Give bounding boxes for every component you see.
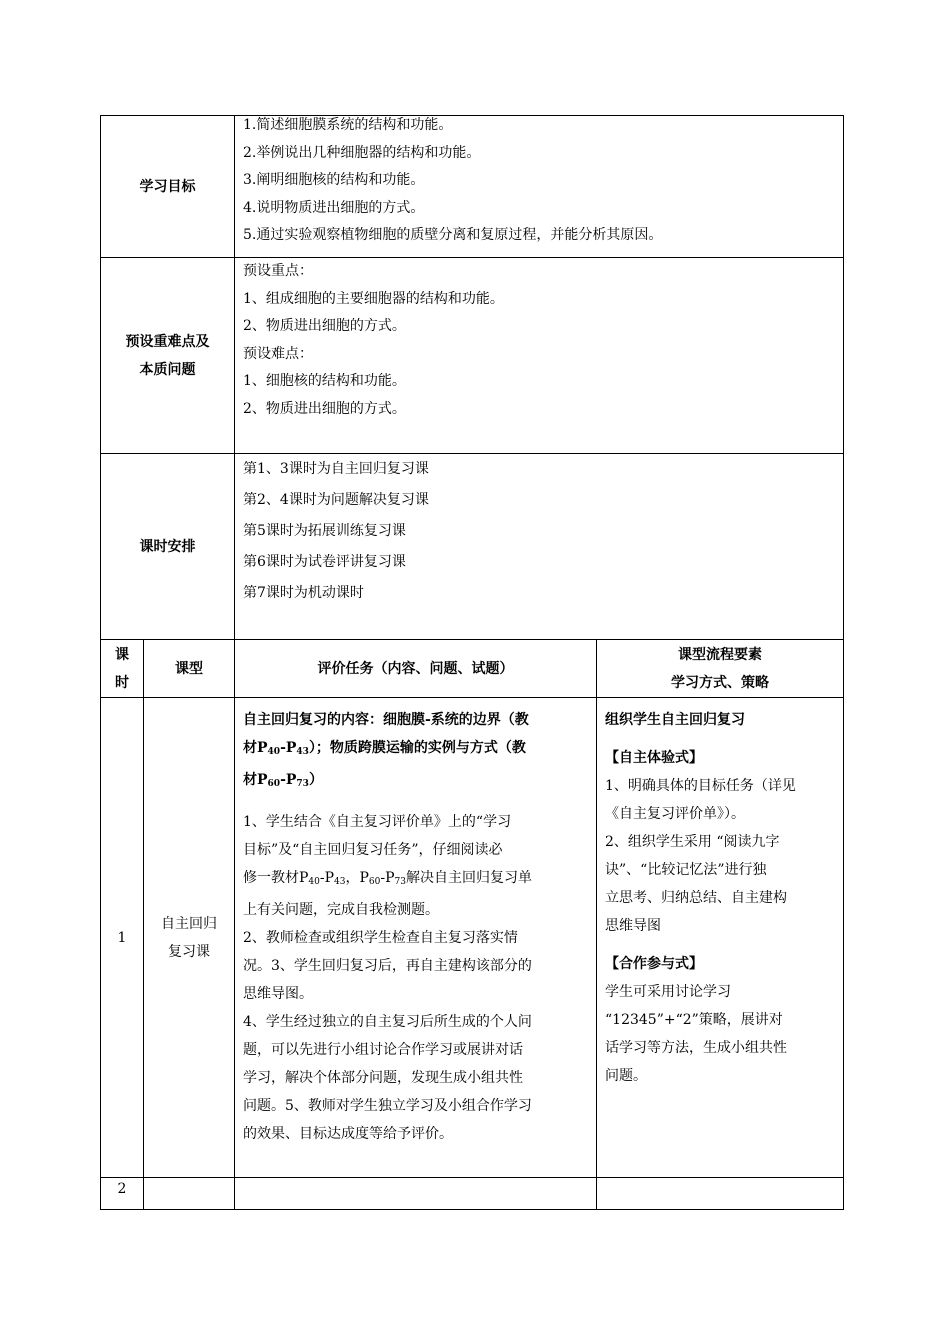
subscript: 43 — [296, 747, 309, 757]
difficulty-item: 1、细胞核的结构和功能。 — [243, 373, 406, 389]
objective-item: 5.通过实验观察植物细胞的质壁分离和复原过程，并能分析其原因。 — [243, 227, 663, 243]
subscript: 73 — [394, 877, 406, 887]
header-row — [101, 640, 844, 698]
schedule-label-text: 课时安排 — [139, 538, 196, 555]
strategy-line: 1、明确具体的目标任务（详见 — [605, 778, 796, 794]
header-strategy-line: 课型流程要素 — [678, 646, 762, 663]
task-line: 2、教师检查或组织学生检查自主复习落实情 — [243, 930, 518, 946]
strategy-line: 《自主复习评价单》）。 — [605, 806, 745, 822]
header-period — [101, 640, 144, 698]
spacer — [605, 940, 835, 950]
lesson-number — [101, 1178, 144, 1210]
t: -P — [280, 772, 297, 788]
lesson-type-line: 复习课 — [168, 943, 210, 960]
t: 材P — [243, 772, 268, 788]
lesson-row-2 — [101, 1178, 844, 1210]
t: -P — [280, 740, 297, 756]
task-line: 问题。5、教师对学生独立学习及小组合作学习 — [243, 1098, 532, 1114]
objective-item: 1.简述细胞膜系统的结构和功能。 — [243, 117, 453, 133]
header-strategy — [597, 640, 844, 698]
strategy-heading: 【自主体验式】 — [605, 750, 703, 766]
objectives-label — [101, 116, 235, 258]
header-period-line: 时 — [115, 674, 129, 691]
strategy-line: 思维导图 — [605, 918, 661, 934]
objectives-content — [235, 116, 844, 258]
subscript: 73 — [296, 779, 309, 789]
schedule-item: 第1、3课时为自主回归复习课 — [243, 461, 429, 477]
task-line: 况。3、学生回归复习后，再自主建构该部分的 — [243, 958, 532, 974]
header-task-text: 评价任务（内容、问题、试题） — [317, 660, 514, 677]
subscript: 60 — [368, 877, 381, 887]
schedule-label — [101, 454, 235, 640]
task-line: 的效果、目标达成度等给予评价。 — [243, 1126, 453, 1142]
strategy-cell — [597, 698, 844, 1178]
lesson-number — [101, 698, 144, 1178]
subscript: 40 — [308, 877, 320, 887]
schedule-item: 第2、4课时为问题解决复习课 — [243, 492, 429, 508]
task-line — [243, 864, 588, 896]
header-strategy-line: 学习方式、策略 — [671, 674, 769, 691]
strategy-line: 问题。 — [605, 1068, 647, 1084]
task-heading — [243, 706, 588, 798]
difficulty-label-line: 本质问题 — [139, 361, 196, 378]
evaluation-task — [235, 1178, 597, 1210]
strategy-title: 组织学生自主回归复习 — [605, 712, 745, 728]
t: 修一教材P — [243, 870, 309, 886]
objectives-row — [101, 116, 844, 258]
t: ） — [308, 772, 323, 788]
strategy-line: 学生可采用讨论学习 — [605, 984, 731, 1000]
task-line: 学习，解决个体部分问题，发现生成小组共性 — [243, 1070, 523, 1086]
difficulty-item: 预设重点： — [243, 263, 313, 279]
schedule-row — [101, 454, 844, 640]
objective-item: 2.举例说出几种细胞器的结构和功能。 — [243, 144, 481, 161]
difficulty-item: 预设难点： — [243, 345, 313, 362]
task-heading-line: 自主回归复习的内容：细胞膜-系统的边界（教 — [243, 712, 529, 728]
schedule-item: 第7课时为机动课时 — [243, 585, 364, 601]
schedule-item: 第6课时为试卷评讲复习课 — [243, 554, 406, 570]
strategy-line: 诀”、“比较记忆法”进行独 — [605, 862, 767, 878]
lesson-type — [144, 1178, 235, 1210]
t: -P — [380, 870, 395, 886]
difficulty-row — [101, 258, 844, 454]
t: 材P — [243, 740, 268, 756]
lesson-number-text: 2 — [117, 1181, 127, 1197]
subscript: 43 — [334, 877, 346, 887]
objective-item: 4.说明物质进出细胞的方式。 — [243, 199, 425, 216]
difficulty-item: 2、物质进出细胞的方式。 — [243, 400, 406, 417]
strategy-heading: 【合作参与式】 — [605, 956, 703, 972]
spacer — [605, 734, 835, 744]
task-line: 题，可以先进行小组讨论合作学习或展讲对话 — [243, 1042, 523, 1058]
task-line: 上有关问题，完成自我检测题。 — [243, 902, 439, 918]
strategy-line: 立思考、归纳总结、自主建构 — [605, 890, 787, 906]
lesson-number-text: 1 — [117, 929, 127, 946]
strategy-cell — [597, 1178, 844, 1210]
lesson-type-line: 自主回归 — [161, 915, 217, 932]
header-task — [235, 640, 597, 698]
schedule-content — [235, 454, 844, 640]
task-line: 目标”及“自主回归复习任务”，仔细阅读必 — [243, 842, 503, 858]
t: 解决自主回归复习单 — [405, 870, 532, 886]
evaluation-task — [235, 698, 597, 1178]
difficulty-item: 2、物质进出细胞的方式。 — [243, 318, 406, 334]
difficulty-content — [235, 258, 844, 454]
task-line: 思维导图。 — [243, 986, 313, 1002]
strategy-line: “12345”+“2”策略，展讲对 — [605, 1012, 783, 1028]
strategy-line: 2、组织学生采用 “阅读九字 — [605, 834, 780, 850]
subscript: 40 — [267, 747, 281, 757]
header-type-text: 课型 — [175, 660, 203, 677]
header-period-line: 课 — [115, 646, 129, 663]
objectives-label-text: 学习目标 — [139, 178, 196, 195]
difficulty-label — [101, 258, 235, 454]
subscript: 60 — [267, 779, 281, 789]
header-type — [144, 640, 235, 698]
task-line: 1、学生结合《自主复习评价单》上的“学习 — [243, 814, 512, 830]
task-line: 4、学生经过独立的自主复习后所生成的个人问 — [243, 1014, 532, 1030]
difficulty-label-line: 预设重难点及 — [125, 333, 210, 350]
lesson-row-1 — [101, 698, 844, 1178]
t: -P — [319, 870, 335, 886]
strategy-line: 话学习等方法，生成小组共性 — [605, 1040, 787, 1056]
lesson-plan-table — [100, 115, 844, 1210]
t: ，P — [345, 870, 369, 886]
lesson-type — [144, 698, 235, 1178]
spacer — [243, 798, 588, 808]
objective-item: 3.阐明细胞核的结构和功能。 — [243, 172, 425, 188]
task-heading-line — [243, 734, 588, 766]
task-heading-line — [243, 766, 588, 798]
schedule-item: 第5课时为拓展训练复习课 — [243, 523, 406, 539]
difficulty-item: 1、组成细胞的主要细胞器的结构和功能。 — [243, 290, 504, 307]
t: ）；物质跨膜运输的实例与方式（教 — [308, 740, 526, 756]
